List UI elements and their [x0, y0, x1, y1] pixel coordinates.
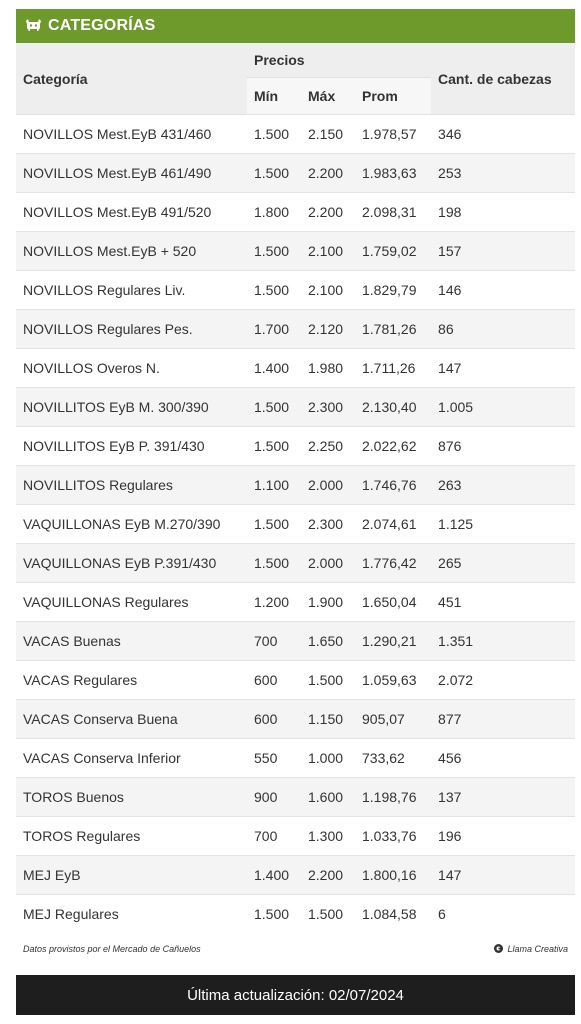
avg-cell: 1.776,42 [355, 544, 431, 583]
category-cell: NOVILLITOS EyB M. 300/390 [16, 388, 247, 427]
table-row [16, 466, 575, 505]
heads-cell: 6 [431, 895, 575, 934]
category-cell: NOVILLOS Mest.EyB 431/460 [16, 115, 247, 154]
header-title: CATEGORÍAS [48, 17, 156, 34]
avg-cell: 1.829,79 [355, 271, 431, 310]
min-cell: 1.500 [247, 427, 301, 466]
heads-cell: 137 [431, 778, 575, 817]
heads-cell: 196 [431, 817, 575, 856]
max-cell: 1.000 [301, 739, 355, 778]
heads-cell: 877 [431, 700, 575, 739]
max-cell: 2.000 [301, 466, 355, 505]
category-cell: NOVILLOS Overos N. [16, 349, 247, 388]
max-cell: 2.300 [301, 388, 355, 427]
avg-cell: 1.198,76 [355, 778, 431, 817]
heads-cell: 265 [431, 544, 575, 583]
category-cell: VACAS Conserva Buena [16, 700, 247, 739]
col-header-category: Categoría [16, 43, 247, 115]
heads-cell: 1.005 [431, 388, 575, 427]
avg-cell: 2.074,61 [355, 505, 431, 544]
categories-header [16, 9, 575, 43]
max-cell: 1.900 [301, 583, 355, 622]
col-header-avg: Prom [355, 78, 431, 115]
source-prefix: Datos provistos por el [23, 943, 113, 954]
category-cell: VACAS Regulares [16, 661, 247, 700]
heads-cell: 1.351 [431, 622, 575, 661]
table-row [16, 349, 575, 388]
min-cell: 1.100 [247, 466, 301, 505]
avg-cell: 1.978,57 [355, 115, 431, 154]
avg-cell: 733,62 [355, 739, 431, 778]
table-row [16, 583, 575, 622]
category-cell: VAQUILLONAS EyB P.391/430 [16, 544, 247, 583]
min-cell: 1.500 [247, 544, 301, 583]
category-cell: NOVILLOS Mest.EyB + 520 [16, 232, 247, 271]
category-cell: VAQUILLONAS Regulares [16, 583, 247, 622]
min-cell: 1.500 [247, 505, 301, 544]
max-cell: 2.120 [301, 310, 355, 349]
footnote [16, 933, 575, 964]
category-cell: NOVILLITOS Regulares [16, 466, 247, 505]
last-updated-label: Última actualización: 02/07/2024 [187, 986, 404, 1004]
avg-cell: 1.290,21 [355, 622, 431, 661]
cow-icon [25, 19, 42, 33]
max-cell: 1.500 [301, 661, 355, 700]
min-cell: 1.800 [247, 193, 301, 232]
table-row [16, 661, 575, 700]
category-cell: NOVILLOS Regulares Pes. [16, 310, 247, 349]
col-header-min: Mín [247, 78, 301, 115]
category-cell: VAQUILLONAS EyB M.270/390 [16, 505, 247, 544]
table-row [16, 232, 575, 271]
avg-cell: 1.983,63 [355, 154, 431, 193]
categories-widget [16, 9, 575, 964]
max-cell: 2.150 [301, 115, 355, 154]
min-cell: 600 [247, 661, 301, 700]
col-header-heads: Cant. de cabezas [431, 43, 575, 115]
max-cell: 2.100 [301, 232, 355, 271]
avg-cell: 1.800,16 [355, 856, 431, 895]
min-cell: 1.700 [247, 310, 301, 349]
table-row [16, 505, 575, 544]
min-cell: 1.400 [247, 349, 301, 388]
heads-cell: 456 [431, 739, 575, 778]
min-cell: 1.500 [247, 154, 301, 193]
category-cell: NOVILLOS Mest.EyB 461/490 [16, 154, 247, 193]
heads-cell: 86 [431, 310, 575, 349]
table-row [16, 700, 575, 739]
heads-cell: 451 [431, 583, 575, 622]
category-cell: MEJ Regulares [16, 895, 247, 934]
min-cell: 1.400 [247, 856, 301, 895]
table-row [16, 427, 575, 466]
heads-cell: 1.125 [431, 505, 575, 544]
avg-cell: 2.130,40 [355, 388, 431, 427]
category-cell: TOROS Buenos [16, 778, 247, 817]
max-cell: 2.100 [301, 271, 355, 310]
min-cell: 1.500 [247, 388, 301, 427]
avg-cell: 2.098,31 [355, 193, 431, 232]
category-cell: NOVILLOS Regulares Liv. [16, 271, 247, 310]
avg-cell: 1.084,58 [355, 895, 431, 934]
credit-label: Llama Creativa [507, 943, 568, 954]
max-cell: 1.300 [301, 817, 355, 856]
table-body [16, 115, 575, 934]
min-cell: 700 [247, 817, 301, 856]
min-cell: 1.500 [247, 895, 301, 934]
min-cell: 1.500 [247, 232, 301, 271]
table-row [16, 388, 575, 427]
avg-cell: 905,07 [355, 700, 431, 739]
table-row [16, 193, 575, 232]
min-cell: 1.200 [247, 583, 301, 622]
heads-cell: 198 [431, 193, 575, 232]
heads-cell: 146 [431, 271, 575, 310]
category-cell: NOVILLOS Mest.EyB 491/520 [16, 193, 247, 232]
category-cell: VACAS Conserva Inferior [16, 739, 247, 778]
avg-cell: 1.650,04 [355, 583, 431, 622]
max-cell: 1.600 [301, 778, 355, 817]
table-row [16, 544, 575, 583]
max-cell: 2.250 [301, 427, 355, 466]
avg-cell: 1.033,76 [355, 817, 431, 856]
min-cell: 1.500 [247, 271, 301, 310]
max-cell: 2.300 [301, 505, 355, 544]
table-row [16, 778, 575, 817]
category-cell: TOROS Regulares [16, 817, 247, 856]
min-cell: 600 [247, 700, 301, 739]
heads-cell: 157 [431, 232, 575, 271]
credit[interactable] [494, 944, 568, 954]
heads-cell: 147 [431, 856, 575, 895]
category-cell: VACAS Buenas [16, 622, 247, 661]
table-row [16, 895, 575, 934]
max-cell: 1.150 [301, 700, 355, 739]
max-cell: 1.980 [301, 349, 355, 388]
avg-cell: 1.746,76 [355, 466, 431, 505]
min-cell: 550 [247, 739, 301, 778]
avg-cell: 2.022,62 [355, 427, 431, 466]
min-cell: 1.500 [247, 115, 301, 154]
heads-cell: 346 [431, 115, 575, 154]
col-header-prices: Precios [247, 43, 431, 78]
heads-cell: 147 [431, 349, 575, 388]
table-row [16, 739, 575, 778]
table-row [16, 310, 575, 349]
heads-cell: 263 [431, 466, 575, 505]
llama-logo-icon [494, 944, 503, 953]
heads-cell: 2.072 [431, 661, 575, 700]
source-name[interactable]: Mercado de Cañuelos [112, 943, 201, 954]
max-cell: 2.000 [301, 544, 355, 583]
max-cell: 1.650 [301, 622, 355, 661]
last-updated-bar [16, 975, 575, 1015]
heads-cell: 253 [431, 154, 575, 193]
table-row [16, 622, 575, 661]
table-row [16, 115, 575, 154]
heads-cell: 876 [431, 427, 575, 466]
table-row [16, 154, 575, 193]
avg-cell: 1.059,63 [355, 661, 431, 700]
avg-cell: 1.711,26 [355, 349, 431, 388]
col-header-max: Máx [301, 78, 355, 115]
max-cell: 2.200 [301, 193, 355, 232]
source-note [23, 944, 201, 954]
min-cell: 700 [247, 622, 301, 661]
category-cell: NOVILLITOS EyB P. 391/430 [16, 427, 247, 466]
max-cell: 2.200 [301, 856, 355, 895]
prices-table [16, 43, 575, 933]
category-cell: MEJ EyB [16, 856, 247, 895]
table-row [16, 817, 575, 856]
min-cell: 900 [247, 778, 301, 817]
avg-cell: 1.781,26 [355, 310, 431, 349]
table-row [16, 271, 575, 310]
avg-cell: 1.759,02 [355, 232, 431, 271]
table-row [16, 856, 575, 895]
max-cell: 1.500 [301, 895, 355, 934]
max-cell: 2.200 [301, 154, 355, 193]
